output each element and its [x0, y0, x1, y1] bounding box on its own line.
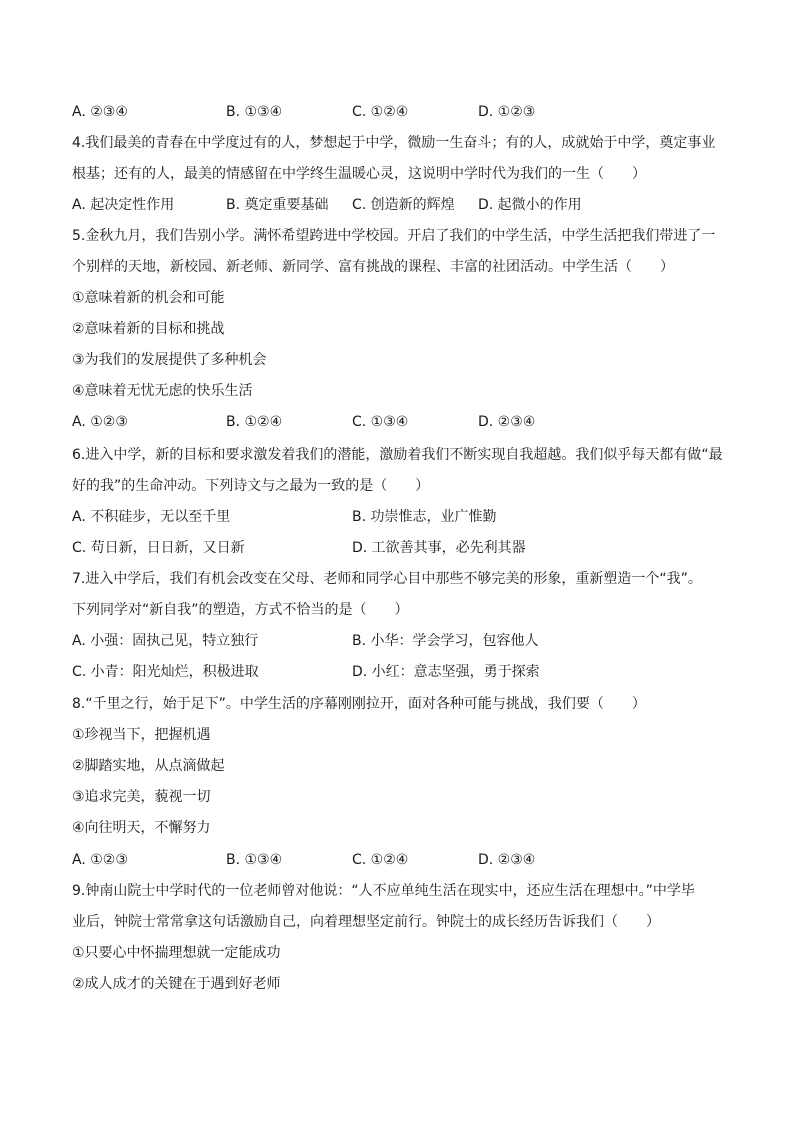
q5-stem-line1: 5.金秋九月，我们告别小学。满怀希望跨进中学校园。开启了我们的中学生活，中学生活把我们带进了一	[72, 228, 716, 244]
q5-statement-3: ③为我们的发展提供了多种机会	[72, 352, 267, 368]
q7-option-d: D. 小红：意志坚强，勇于探索	[352, 664, 540, 680]
q7-options-row2	[72, 662, 732, 682]
q4-stem-line2: 根基；还有的人，最美的情感留在中学终生温暖心灵，这说明中学时代为我们的一生（ ）	[72, 166, 646, 182]
q4-option-c: C. 创造新的辉煌	[352, 197, 455, 213]
q7-option-b: B. 小华：学会学习，包容他人	[352, 633, 539, 649]
q6-option-c: C. 苟日新，日日新，又日新	[72, 540, 245, 556]
q6-option-d: D. 工欲善其事，必先利其器	[352, 540, 526, 556]
q7-stem-line2: 下列同学对“新自我”的塑造，方式不恰当的是（ ）	[72, 602, 409, 618]
q4-option-a: A. 起决定性作用	[72, 197, 175, 213]
q3-option-d: D. ①②③	[478, 104, 536, 120]
q5-statement-1: ①意味着新的机会和可能	[72, 290, 225, 306]
q9-stem-line1: 9.钟南山院士中学时代的一位老师曾对他说：“人不应单纯生活在现实中，还应生活在理想中。”中学毕	[72, 883, 695, 899]
q8-statement-2: ②脚踏实地，从点滴做起	[72, 758, 225, 774]
q3-option-b: B. ①③④	[226, 104, 283, 120]
q5-options	[72, 412, 732, 432]
q5-option-a: A. ①②③	[72, 414, 128, 430]
q7-option-c: C. 小青：阳光灿烂，积极进取	[72, 664, 259, 680]
q8-option-b: B. ①③④	[226, 852, 283, 868]
q9-statement-2: ②成人成才的关键在于遇到好老师	[72, 976, 281, 992]
q9-stem-line2: 业后，钟院士常常拿这句话激励自己，向着理想坚定前行。钟院士的成长经历告诉我们（ ）	[72, 914, 660, 930]
q5-statement-4: ④意味着无忧无虑的快乐生活	[72, 383, 253, 399]
q8-option-a: A. ①②③	[72, 852, 128, 868]
q7-options-row1	[72, 631, 732, 651]
q8-statement-4: ④向往明天，不懈努力	[72, 820, 211, 836]
q8-option-d: D. ②③④	[478, 852, 536, 868]
q7-stem-line1: 7.进入中学后，我们有机会改变在父母、老师和同学心目中那些不够完美的形象，重新塑造一个“我”。	[72, 571, 702, 587]
q8-options	[72, 850, 732, 870]
q9-statement-1: ①只要心中怀揣理想就一定能成功	[72, 945, 281, 961]
q4-option-b: B. 奠定重要基础	[226, 197, 329, 213]
q6-options-row2	[72, 538, 732, 558]
q6-option-b: B. 功崇惟志，业广惟勤	[352, 509, 497, 525]
q5-statement-2: ②意味着新的目标和挑战	[72, 321, 225, 337]
q6-stem-line2: 好的我”的生命冲动。下列诗文与之最为一致的是（ ）	[72, 478, 430, 494]
q8-option-c: C. ①②④	[352, 852, 409, 868]
q3-options	[72, 102, 732, 122]
q3-option-c: C. ①②④	[352, 104, 409, 120]
q4-option-d: D. 起微小的作用	[478, 197, 582, 213]
q5-option-b: B. ①②④	[226, 414, 283, 430]
q6-options-row1	[72, 507, 732, 527]
q4-options	[72, 195, 732, 215]
q6-stem-line1: 6.进入中学，新的目标和要求激发着我们的潜能，激励着我们不断实现自我超越。我们似乎每天都有做“最	[72, 447, 723, 463]
q5-stem-line2: 个别样的天地，新校园、新老师、新同学、富有挑战的课程、丰富的社团活动。中学生活（ ）	[72, 259, 674, 275]
q5-option-c: C. ①③④	[352, 414, 409, 430]
q3-option-a: A. ②③④	[72, 104, 128, 120]
q6-option-a: A. 不积硅步，无以至千里	[72, 509, 231, 525]
q8-statement-1: ①珍视当下，把握机遇	[72, 727, 211, 743]
q4-stem-line1: 4.我们最美的青春在中学度过有的人，梦想起于中学，微励一生奋斗；有的人，成就始于中学，奠定事业	[72, 135, 716, 151]
q5-option-d: D. ②③④	[478, 414, 536, 430]
q7-option-a: A. 小强：固执己见，特立独行	[72, 633, 259, 649]
q8-statement-3: ③追求完美，藐视一切	[72, 789, 211, 805]
q8-stem-line1: 8.“千里之行，始于足下”。中学生活的序幕刚刚拉开，面对各种可能与挑战，我们要（ ）	[72, 696, 646, 712]
